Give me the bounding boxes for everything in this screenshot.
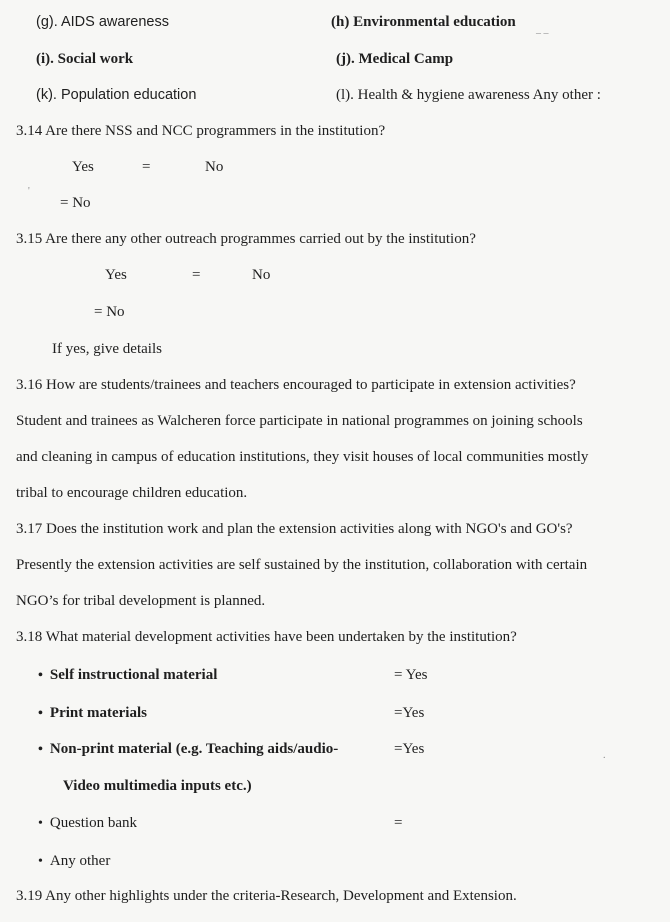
material-item-label: • Print materials: [38, 704, 147, 723]
answer-line: NGO’s for tribal development is planned.: [16, 593, 266, 609]
scan-speck: .: [603, 750, 606, 761]
material-item-label: • Any other: [38, 852, 110, 871]
activity-k: (k). Population education: [36, 87, 197, 103]
material-item-label: • Self instructional material: [38, 666, 217, 685]
question-3-14: 3.14 Are there NSS and NCC programmers in the institution?: [16, 123, 386, 139]
scan-speck: – –: [536, 28, 549, 39]
material-item-value: =Yes: [394, 741, 425, 757]
activity-g: (g). AIDS awareness: [36, 14, 169, 30]
question-3-17: 3.17 Does the institution work and plan the extension activities along with NGO's and GO's?: [16, 521, 573, 537]
question-3-19: 3.19 Any other highlights under the criteria-Research, Development and Extension.: [16, 888, 517, 904]
activity-h: (h) Environmental education: [331, 14, 516, 30]
option-no: No: [252, 267, 271, 283]
option-separator: =: [192, 267, 201, 283]
option-separator: =: [142, 159, 151, 175]
material-item-value: =: [394, 815, 403, 831]
answer-line: tribal to encourage children education.: [16, 485, 248, 501]
question-3-16: 3.16 How are students/trainees and teachers encouraged to participate in extension activities?: [16, 377, 576, 393]
option-yes: Yes: [72, 159, 94, 175]
answer-line: Presently the extension activities are self sustained by the institution, collaboration with certain: [16, 557, 588, 573]
question-3-18: 3.18 What material development activities have been undertaken by the institution?: [16, 629, 517, 645]
details-prompt: If yes, give details: [52, 341, 162, 357]
question-3-15: 3.15 Are there any other outreach programmes carried out by the institution?: [16, 231, 476, 247]
material-item-continuation: Video multimedia inputs etc.): [63, 778, 252, 794]
activity-j: (j). Medical Camp: [336, 51, 454, 67]
scan-speck: ': [28, 186, 30, 197]
answer-line: Student and trainees as Walcheren force participate in national programmes on joining schools: [16, 413, 583, 429]
material-item-value: = Yes: [394, 667, 428, 683]
answer-3-14: = No: [60, 195, 91, 211]
option-yes: Yes: [105, 267, 127, 283]
activity-l: (l). Health & hygiene awareness Any other :: [336, 87, 601, 103]
option-no: No: [205, 159, 224, 175]
material-item-label: • Question bank: [38, 814, 137, 833]
material-item-label: • Non-print material (e.g. Teaching aids/audio-: [38, 740, 338, 759]
activity-i: (i). Social work: [36, 51, 134, 67]
answer-3-15: = No: [94, 304, 125, 320]
answer-line: and cleaning in campus of education institutions, they visit houses of local communities mostly: [16, 449, 589, 465]
material-item-value: =Yes: [394, 705, 425, 721]
